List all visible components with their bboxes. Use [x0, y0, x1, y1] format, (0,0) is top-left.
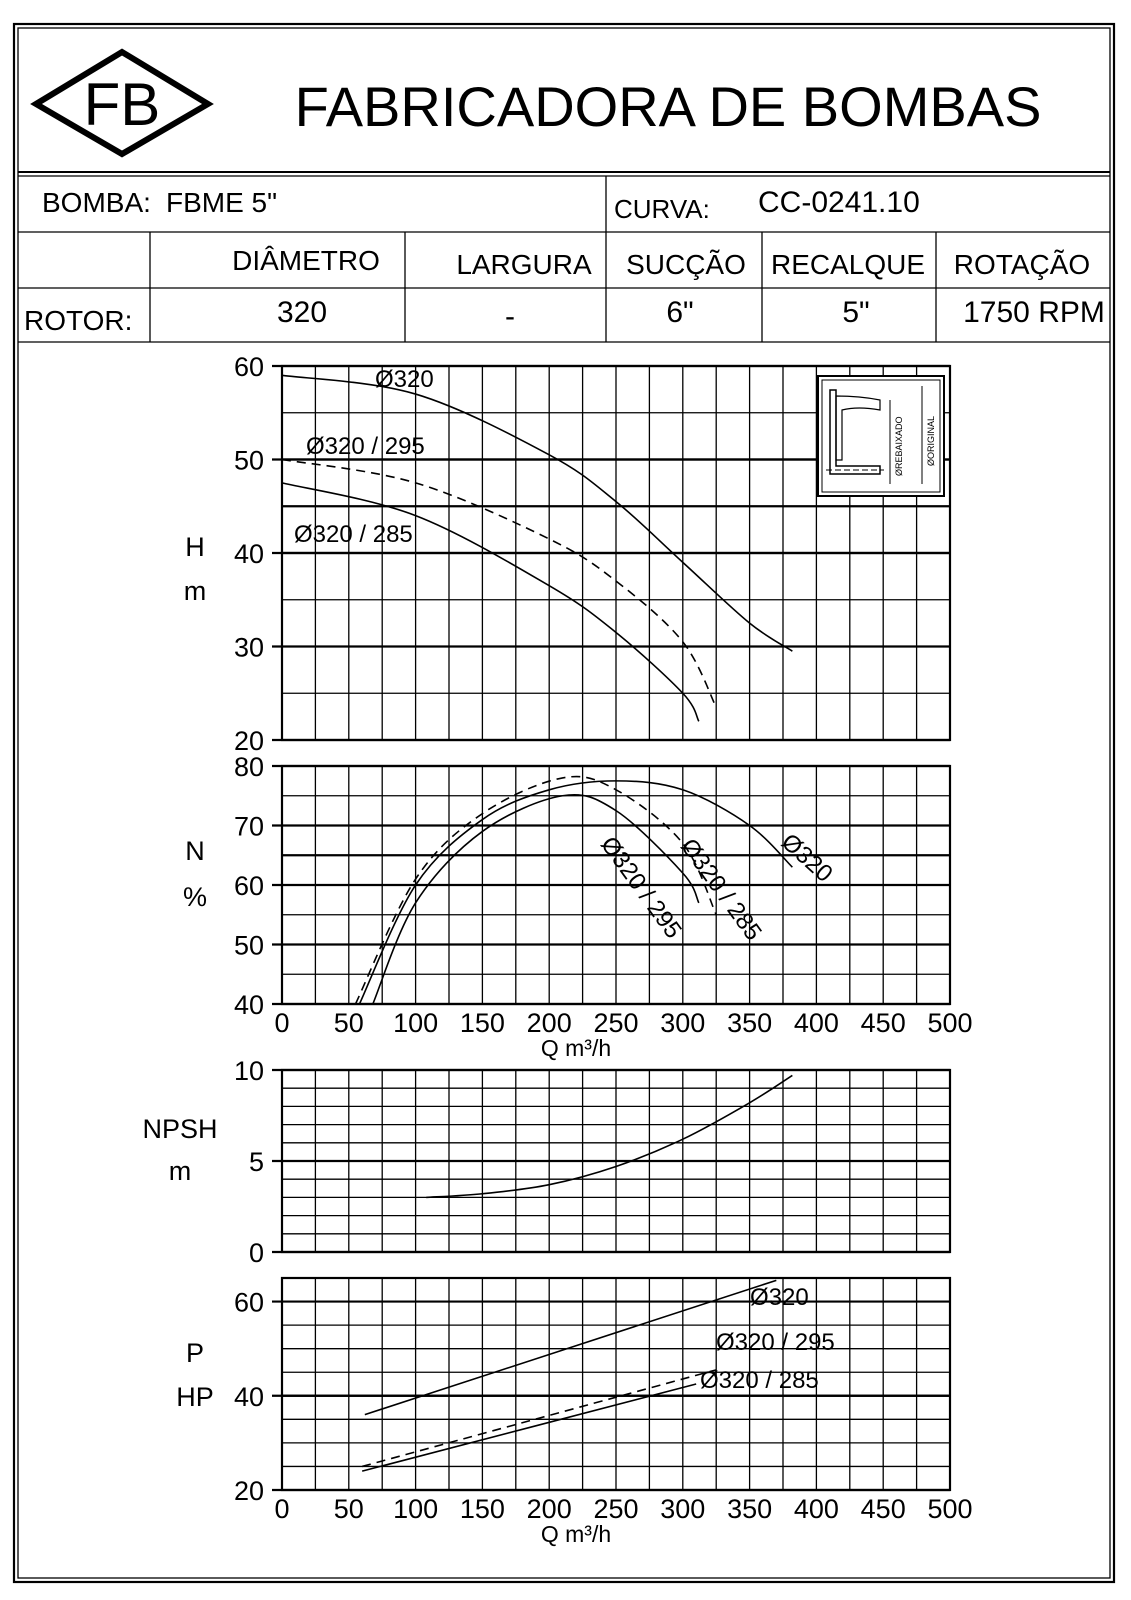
y-axis-label: % — [182, 882, 208, 912]
y-tick-label: 5 — [248, 1147, 264, 1177]
y-axis-label: N — [185, 836, 205, 866]
x-tick-label: 450 — [860, 1494, 906, 1524]
y-axis-label: NPSH — [142, 1114, 218, 1144]
charts — [142, 352, 972, 1547]
y-axis-label: m — [183, 576, 207, 606]
x-tick-label: 500 — [927, 1494, 973, 1524]
x-tick-label: 350 — [727, 1494, 773, 1524]
y-tick-label: 60 — [233, 1287, 264, 1318]
curva-value: CC-0241.10 — [758, 186, 920, 219]
impeller-inset — [818, 376, 944, 496]
x-tick-label: 100 — [393, 1494, 439, 1524]
y-tick-label: 50 — [233, 445, 264, 476]
y-tick-label: 20 — [233, 1476, 264, 1506]
y-tick-label: 40 — [233, 990, 264, 1020]
rotor-diametro: 320 — [276, 296, 328, 329]
x-tick-label: 100 — [393, 1008, 439, 1038]
x-tick-label: 200 — [526, 1494, 572, 1524]
y-axis-label: P — [185, 1338, 205, 1368]
series-label: Ø320 / 285 — [294, 521, 413, 548]
company-name: FABRICADORA DE BOMBAS — [294, 75, 1042, 138]
x-tick-label: 400 — [793, 1008, 839, 1038]
logo-text: FB — [83, 71, 161, 138]
rotor-largura: - — [505, 300, 515, 333]
efficiency-series-line — [355, 777, 716, 1004]
x-tick-label: 200 — [526, 1008, 572, 1038]
x-tick-label: 250 — [593, 1494, 639, 1524]
series-label: Ø320 / 295 — [595, 831, 687, 944]
bomba-value: FBME 5" — [166, 187, 278, 218]
x-tick-label: 150 — [459, 1494, 505, 1524]
y-tick-label: 20 — [233, 726, 264, 756]
y-tick-label: 70 — [233, 811, 264, 842]
rotor-succao: 6" — [666, 296, 694, 329]
y-tick-label: 40 — [233, 1381, 264, 1412]
series-label: Ø320 — [750, 1284, 809, 1311]
x-tick-label: 50 — [333, 1494, 364, 1524]
y-tick-label: 50 — [233, 930, 264, 961]
inset-label-original: ØORIGINAL — [926, 415, 936, 466]
series-label: Ø320 — [775, 828, 838, 888]
series-label: Ø320 / 295 — [716, 1329, 835, 1356]
y-tick-label: 30 — [233, 632, 264, 663]
col-succao: SUCÇÃO — [626, 249, 746, 280]
x-tick-label: 300 — [660, 1494, 706, 1524]
y-tick-label: 10 — [233, 1056, 264, 1086]
y-tick-label: 60 — [233, 871, 264, 901]
y-axis-label: H — [185, 532, 205, 562]
x-tick-label: 50 — [333, 1008, 364, 1038]
y-tick-label: 80 — [233, 752, 264, 782]
x-tick-label: 400 — [793, 1494, 839, 1524]
curva-label: CURVA: — [614, 194, 710, 224]
x-axis-label: Q m³/h — [540, 1521, 612, 1547]
series-label: Ø320 / 295 — [306, 433, 425, 460]
series-label: Ø320 — [375, 366, 434, 393]
bomba-label: BOMBA: — [42, 187, 151, 218]
x-tick-label: 0 — [274, 1494, 290, 1524]
rotor-recalque: 5" — [842, 296, 870, 329]
col-recalque: RECALQUE — [770, 249, 926, 280]
power-series-line — [362, 1384, 696, 1471]
power-chart — [176, 1278, 972, 1547]
inset-label-rebaixado: ØREBAIXADO — [894, 416, 904, 476]
rotor-label: ROTOR: — [24, 305, 133, 336]
npsh-chart — [142, 1056, 950, 1268]
series-label: Ø320 / 285 — [675, 833, 767, 946]
x-tick-label: 350 — [727, 1008, 773, 1038]
efficiency-chart — [183, 752, 973, 1061]
x-tick-label: 450 — [860, 1008, 906, 1038]
x-tick-label: 500 — [927, 1008, 973, 1038]
rotor-rotacao: 1750 RPM — [963, 296, 1105, 329]
y-tick-label: 0 — [248, 1238, 264, 1268]
logo — [36, 52, 208, 154]
col-diametro: DIÂMETRO — [232, 245, 380, 276]
x-axis-label: Q m³/h — [540, 1035, 612, 1061]
info-table — [18, 172, 1110, 342]
x-tick-label: 0 — [274, 1008, 290, 1038]
y-axis-label: HP — [176, 1382, 214, 1412]
y-tick-label: 60 — [233, 352, 264, 382]
col-rotacao: ROTAÇÃO — [953, 249, 1091, 280]
y-axis-label: m — [168, 1156, 192, 1186]
x-tick-label: 150 — [459, 1008, 505, 1038]
series-label: Ø320 / 285 — [700, 1367, 819, 1394]
x-tick-label: 250 — [593, 1008, 639, 1038]
x-tick-label: 300 — [660, 1008, 706, 1038]
col-largura: LARGURA — [456, 249, 592, 280]
y-tick-label: 40 — [233, 539, 264, 569]
